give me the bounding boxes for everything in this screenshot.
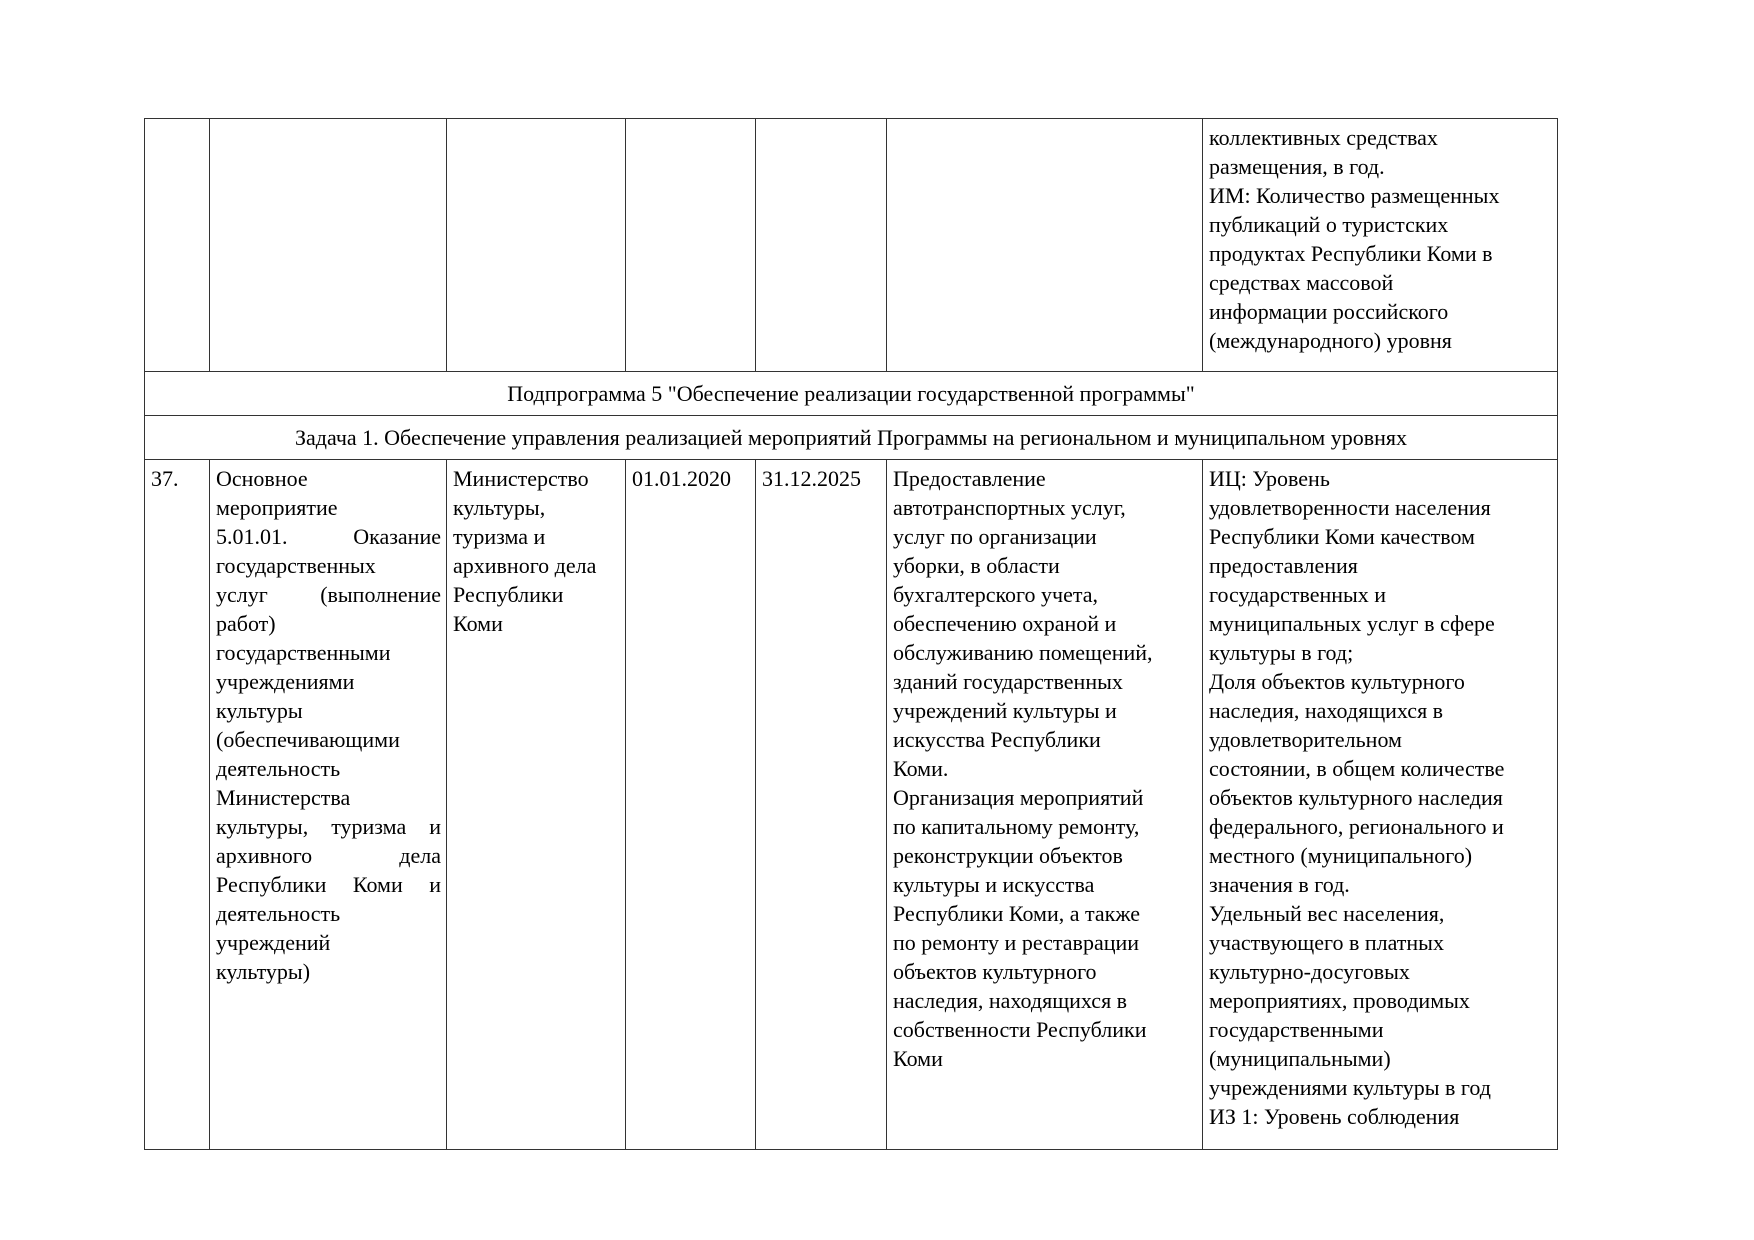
text-line: Основное bbox=[216, 466, 308, 491]
text-line: Министерства bbox=[216, 785, 351, 810]
text-line: культуры в год; bbox=[1209, 640, 1354, 665]
text-line: федерального, регионального и bbox=[1209, 814, 1504, 839]
text-line: (обеспечивающими bbox=[216, 727, 400, 752]
text-line: предоставления bbox=[1209, 553, 1358, 578]
text-line: удовлетворительном bbox=[1209, 727, 1402, 752]
task-row bbox=[145, 416, 1558, 460]
measure-cell-empty bbox=[210, 119, 447, 372]
text-line: архивного дела bbox=[216, 843, 441, 868]
text-line: участвующего в платных bbox=[1209, 930, 1444, 955]
row-number: 37. bbox=[145, 460, 210, 1150]
text-line: наследия, находящихся в bbox=[1209, 698, 1444, 723]
text-line: государственных и bbox=[1209, 582, 1387, 607]
text-line: искусства Республики bbox=[893, 727, 1101, 752]
continuation-row bbox=[145, 119, 1558, 372]
text-line: наследия, находящихся в bbox=[893, 988, 1128, 1013]
indicators-text bbox=[1209, 123, 1552, 355]
text-line: Удельный вес населения, bbox=[1209, 901, 1445, 926]
text-line: уборки, в области bbox=[893, 553, 1060, 578]
text-line: государственными bbox=[1209, 1017, 1384, 1042]
expected-result-text bbox=[893, 464, 1197, 1073]
text-line: информации российского bbox=[1209, 299, 1449, 324]
end-date-cell-empty bbox=[756, 119, 887, 372]
text-line: учреждениями bbox=[216, 669, 355, 694]
text-line: Министерство bbox=[453, 466, 589, 491]
text-line: Коми bbox=[453, 611, 503, 636]
executor-cell bbox=[447, 460, 626, 1150]
start-date: 01.01.2020 bbox=[626, 460, 756, 1150]
text-line: Коми bbox=[893, 1046, 943, 1071]
text-line: значения в год. bbox=[1209, 872, 1350, 897]
text-line: Республики Коми, а также bbox=[893, 901, 1140, 926]
text-line: работ) bbox=[216, 611, 276, 636]
start-date-cell-empty bbox=[626, 119, 756, 372]
text-line: государственных bbox=[216, 553, 376, 578]
indicators-text bbox=[1209, 464, 1552, 1131]
text-line: реконструкции объектов bbox=[893, 843, 1123, 868]
indicators-cell bbox=[1203, 119, 1558, 372]
text-line: объектов культурного наследия bbox=[1209, 785, 1503, 810]
text-line: продуктах Республики Коми в bbox=[1209, 241, 1493, 266]
text-line: муниципальных услуг в сфере bbox=[1209, 611, 1495, 636]
measure-name-text bbox=[216, 464, 441, 986]
text-line: Предоставление bbox=[893, 466, 1046, 491]
text-line: состоянии, в общем количестве bbox=[1209, 756, 1505, 781]
text-line: услуг по организации bbox=[893, 524, 1097, 549]
text-line: ИЗ 1: Уровень соблюдения bbox=[1209, 1104, 1460, 1129]
number-cell-empty bbox=[145, 119, 210, 372]
executor-text bbox=[453, 464, 620, 638]
text-line: публикаций о туристских bbox=[1209, 212, 1449, 237]
indicators-cell bbox=[1203, 460, 1558, 1150]
text-line: зданий государственных bbox=[893, 669, 1123, 694]
text-line: услуг (выполнение bbox=[216, 582, 441, 607]
text-line: обеспечению охраной и bbox=[893, 611, 1117, 636]
text-line: автотранспортных услуг, bbox=[893, 495, 1126, 520]
text-line: обслуживанию помещений, bbox=[893, 640, 1153, 665]
text-line: (муниципальными) bbox=[1209, 1046, 1391, 1071]
text-line: культуры bbox=[216, 698, 303, 723]
text-line: учреждений культуры и bbox=[893, 698, 1117, 723]
text-line: размещения, в год. bbox=[1209, 154, 1385, 179]
text-line: учреждениями культуры в год bbox=[1209, 1075, 1491, 1100]
text-line: Организация мероприятий bbox=[893, 785, 1144, 810]
text-line: Республики Коми качеством bbox=[1209, 524, 1475, 549]
text-line: по ремонту и реставрации bbox=[893, 930, 1140, 955]
table-row-37 bbox=[145, 460, 1558, 1150]
text-line: Коми. bbox=[893, 756, 949, 781]
text-line: культуры, bbox=[453, 495, 546, 520]
expected-result-cell bbox=[887, 460, 1203, 1150]
end-date: 31.12.2025 bbox=[756, 460, 887, 1150]
text-line: ИЦ: Уровень bbox=[1209, 466, 1330, 491]
text-line: Доля объектов культурного bbox=[1209, 669, 1465, 694]
text-line: культуры и искусства bbox=[893, 872, 1095, 897]
text-line: средствах массовой bbox=[1209, 270, 1394, 295]
text-line: туризма и bbox=[453, 524, 546, 549]
subprogram-title: Подпрограмма 5 "Обеспечение реализации государственной программы" bbox=[145, 372, 1558, 416]
text-line: Республики bbox=[453, 582, 564, 607]
task-title: Задача 1. Обеспечение управления реализацией мероприятий Программы на региональном и муниципальном уровнях bbox=[145, 416, 1558, 460]
text-line: культуры, туризма и bbox=[216, 814, 441, 839]
text-line: мероприятие bbox=[216, 495, 338, 520]
text-line: мероприятиях, проводимых bbox=[1209, 988, 1470, 1013]
text-line: ИМ: Количество размещенных bbox=[1209, 183, 1500, 208]
text-line: Республики Коми и bbox=[216, 872, 441, 897]
program-measures-table bbox=[144, 118, 1558, 1150]
text-line: учреждений bbox=[216, 930, 331, 955]
executor-cell-empty bbox=[447, 119, 626, 372]
text-line: местного (муниципального) bbox=[1209, 843, 1473, 868]
text-line: собственности Республики bbox=[893, 1017, 1147, 1042]
text-line: удовлетворенности населения bbox=[1209, 495, 1491, 520]
text-line: (международного) уровня bbox=[1209, 328, 1452, 353]
text-line: деятельность bbox=[216, 756, 341, 781]
text-line: культуры) bbox=[216, 959, 311, 984]
text-line: по капитальному ремонту, bbox=[893, 814, 1140, 839]
text-line: 5.01.01. Оказание bbox=[216, 524, 441, 549]
text-line: архивного дела bbox=[453, 553, 597, 578]
text-line: объектов культурного bbox=[893, 959, 1097, 984]
text-line: культурно-досуговых bbox=[1209, 959, 1410, 984]
text-line: государственными bbox=[216, 640, 391, 665]
result-cell-empty bbox=[887, 119, 1203, 372]
subprogram-row bbox=[145, 372, 1558, 416]
measure-name-cell bbox=[210, 460, 447, 1150]
text-line: бухгалтерского учета, bbox=[893, 582, 1098, 607]
text-line: коллективных средствах bbox=[1209, 125, 1438, 150]
text-line: деятельность bbox=[216, 901, 341, 926]
